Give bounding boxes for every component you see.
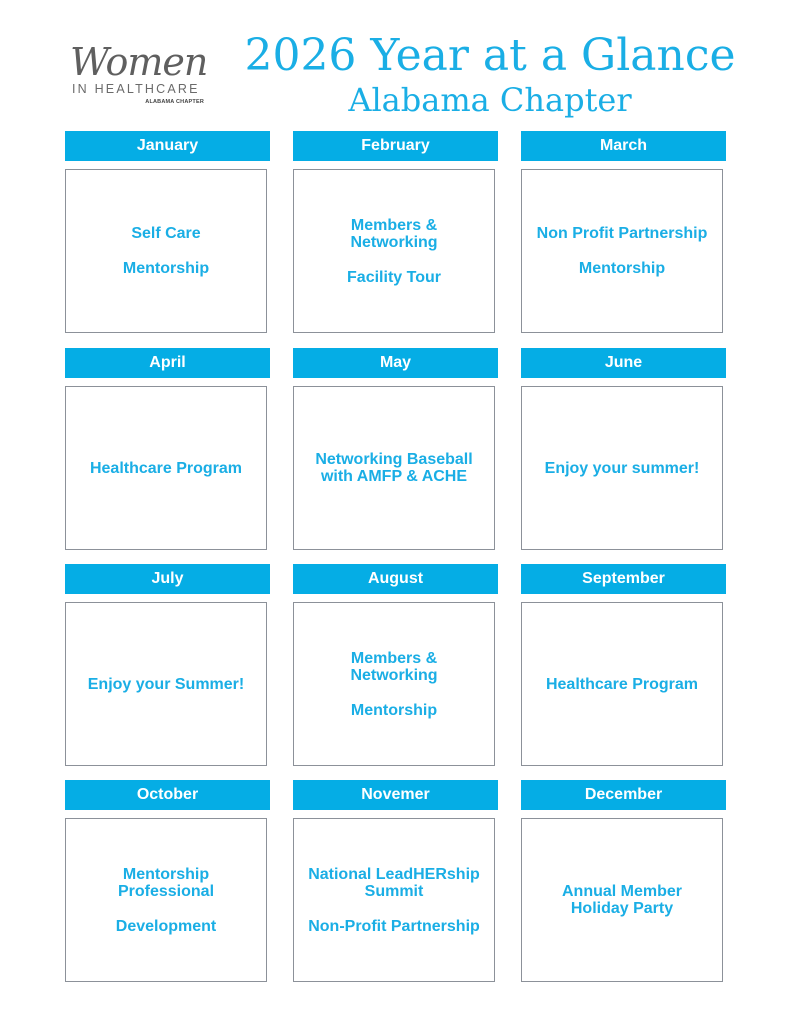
month-header-may: May	[293, 348, 498, 378]
month-header-july: July	[65, 564, 270, 594]
event-item: Facility Tour	[347, 268, 441, 286]
event-item: Mentorship	[350, 701, 438, 719]
month-box-august	[293, 602, 495, 766]
month-box-july	[65, 602, 267, 766]
month-header-march: March	[521, 131, 726, 161]
logo-chapter: ALABAMA CHAPTER	[145, 99, 204, 105]
page-title: 2026 Year at a Glance	[244, 30, 736, 81]
month-header-january: January	[65, 131, 270, 161]
month-box-october	[65, 818, 267, 982]
event-item: Mentorship	[578, 260, 666, 277]
page-subtitle: Alabama Chapter	[348, 81, 632, 119]
event-item: Non Profit Partnership	[536, 225, 708, 242]
event-item: Self Care	[131, 225, 201, 242]
event-item: Healthcare Program	[545, 675, 699, 693]
event-item: Mentorship	[122, 260, 210, 277]
month-box-may	[293, 386, 495, 550]
event-item: Members & Networking	[350, 216, 438, 251]
month-header-september: September	[521, 564, 726, 594]
month-box-april	[65, 386, 267, 550]
month-header-august: August	[293, 564, 498, 594]
logo-wordmark: Women	[70, 40, 208, 84]
month-box-february	[293, 169, 495, 333]
event-item: Enjoy your summer!	[544, 459, 700, 477]
month-header-december: December	[521, 780, 726, 810]
month-box-december	[521, 818, 723, 982]
event-item: Healthcare Program	[89, 459, 243, 477]
logo-subtitle: IN HEALTHCARE	[72, 82, 200, 96]
month-box-june	[521, 386, 723, 550]
month-box-september	[521, 602, 723, 766]
event-item: National LeadHERship Summit	[308, 865, 480, 900]
event-item: Enjoy your Summer!	[87, 675, 245, 693]
month-header-april: April	[65, 348, 270, 378]
month-header-february: February	[293, 131, 498, 161]
month-header-october: October	[65, 780, 270, 810]
month-box-january	[65, 169, 267, 333]
event-item: Development	[115, 917, 217, 935]
event-item: Members & Networking	[350, 649, 438, 684]
month-box-march	[521, 169, 723, 333]
event-item: Annual Member Holiday Party	[561, 883, 682, 917]
month-box-novemer	[293, 818, 495, 982]
event-item: Non-Profit Partnership	[308, 917, 480, 935]
month-header-june: June	[521, 348, 726, 378]
event-item: Mentorship Professional	[117, 865, 215, 900]
event-item: Networking Baseball with AMFP & ACHE	[315, 451, 473, 485]
month-header-novemer: Novemer	[293, 780, 498, 810]
